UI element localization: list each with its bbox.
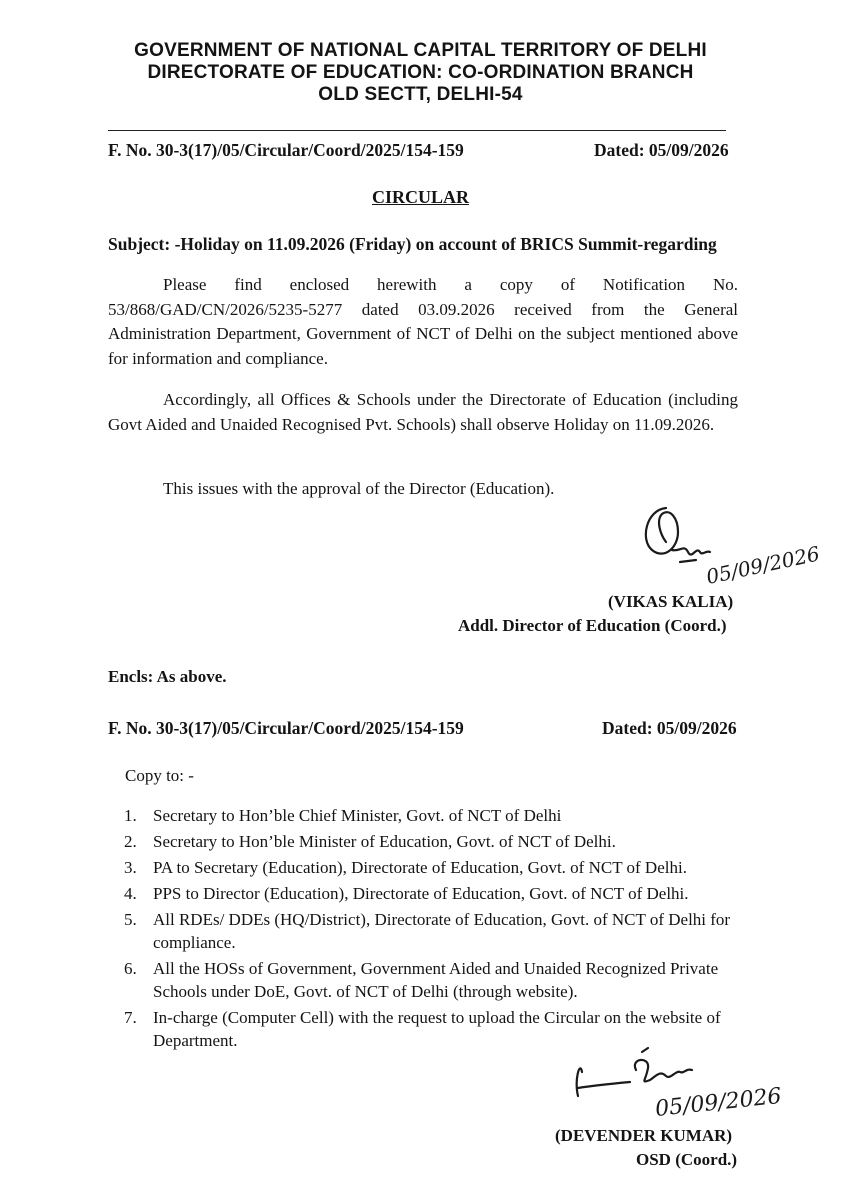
letterhead — [0, 40, 841, 106]
circular-title: CIRCULAR — [371, 187, 469, 207]
header-divider — [108, 130, 726, 131]
dated: Dated: 05/09/2026 — [594, 140, 729, 160]
signatory-1-name: (VIKAS KALIA) — [608, 592, 734, 611]
signature-devender-kumar — [560, 1040, 800, 1125]
signature-2-date: 05/09/2026 — [654, 1083, 783, 1122]
paragraph-1: Please find enclosed herewith a copy of Notification No. 53/868/GAD/CN/2026/5235-5277 dated 03.09.2026 received from the General Administration Department, Government of NCT of Delhi on the subject mentioned above for information and compliance. — [108, 275, 738, 368]
signatory-2-name: (DEVENDER KUMAR) — [555, 1126, 733, 1145]
enclosures: Encls: As above. — [108, 667, 227, 686]
paragraph-3: This issues with the approval of the Director (Education). — [163, 479, 555, 498]
subject-line: Subject: -Holiday on 11.09.2026 (Friday) on account of BRICS Summit-regarding — [108, 234, 717, 254]
file-number: F. No. 30-3(17)/05/Circular/Coord/2025/154-159 — [108, 140, 464, 160]
list-item: 5. All RDEs/ DDEs (HQ/District), Directorate of Education, Govt. of NCT of Delhi for compliance. — [124, 910, 731, 952]
list-item: 6. All the HOSs of Government, Government Aided and Unaided Recognized Private Schools under DoE, Govt. of NCT of Delhi (through website). — [124, 959, 719, 1001]
letterhead-line-2: DIRECTORATE OF EDUCATION: CO-ORDINATION BRANCH — [147, 62, 694, 83]
list-item: 7. In-charge (Computer Cell) with the request to upload the Circular on the website of Department. — [124, 1008, 721, 1050]
dated-2: Dated: 05/09/2026 — [602, 718, 737, 738]
paragraph-2: Accordingly, all Offices & Schools under the Directorate of Education (including Govt Aided and Unaided Recognised Pvt. Schools) shall observe Holiday on 11.09.2026. — [108, 390, 738, 434]
copy-to-heading: Copy to: - — [125, 766, 194, 785]
file-number-2: F. No. 30-3(17)/05/Circular/Coord/2025/154-159 — [108, 718, 464, 738]
list-item: 3. PA to Secretary (Education), Directorate of Education, Govt. of NCT of Delhi. — [124, 858, 687, 877]
list-item: 2. Secretary to Hon’ble Minister of Education, Govt. of NCT of Delhi. — [124, 832, 616, 851]
letterhead-line-1: GOVERNMENT OF NATIONAL CAPITAL TERRITORY OF DELHI — [134, 40, 707, 61]
letterhead-line-3: OLD SECTT, DELHI-54 — [318, 84, 523, 105]
list-item: 1. Secretary to Hon’ble Chief Minister, Govt. of NCT of Delhi — [124, 806, 562, 825]
signature-vikas-kalia — [636, 500, 836, 590]
signatory-1-designation: Addl. Director of Education (Coord.) — [458, 616, 727, 635]
signature-1-date: 05/09/2026 — [704, 541, 822, 589]
signatory-2-designation: OSD (Coord.) — [636, 1150, 738, 1169]
list-item: 4. PPS to Director (Education), Directorate of Education, Govt. of NCT of Delhi. — [124, 884, 689, 903]
copy-to-list — [120, 804, 760, 1055]
